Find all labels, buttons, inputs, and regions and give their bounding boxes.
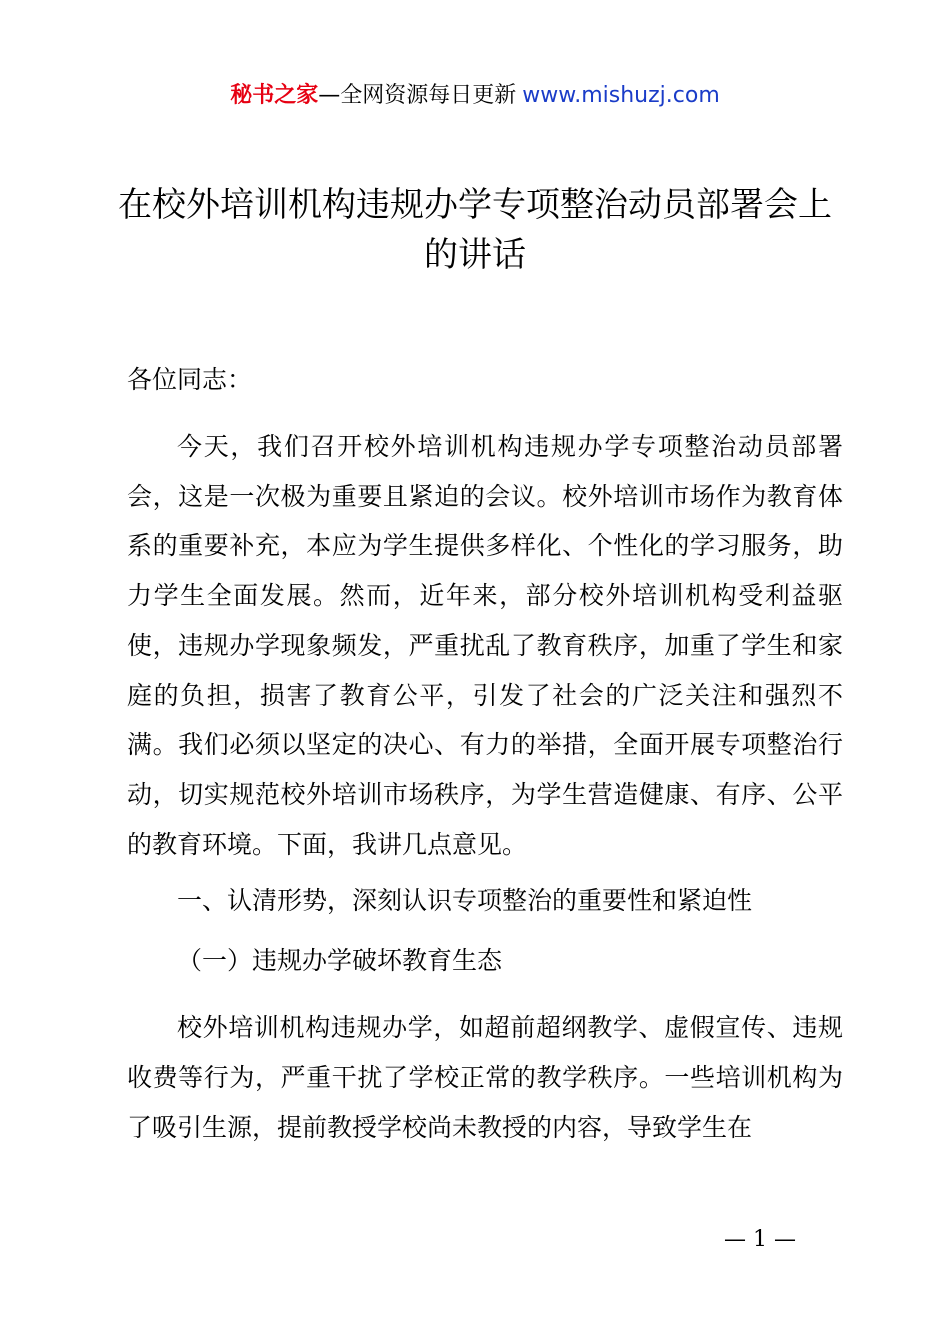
body-paragraph: 校外培训机构违规办学，如超前超纲教学、虚假宣传、违规收费等行为，严重干扰了学校正常的教学秩序。一些培训机构为了吸引生源，提前教授学校尚未教授的内容，导致学生在 [127, 1013, 843, 1142]
subsection-heading: （一）违规办学破坏教育生态 [177, 946, 503, 976]
site-banner [0, 80, 950, 112]
salutation: 各位同志： [127, 365, 253, 394]
page-number: — 1 — [724, 1227, 796, 1252]
document-body [127, 360, 843, 1152]
banner-tagline: —全网资源每日更新 [318, 83, 517, 108]
section-heading: 一、认清形势，深刻认识专项整治的重要性和紧迫性 [177, 886, 753, 916]
brand-name: 秘书之家 [230, 83, 319, 108]
site-url-link[interactable]: www.mishuzj.com [522, 83, 720, 108]
document-title: 在校外培训机构违规办学专项整治动员部署会上的讲话 [118, 185, 832, 275]
body-paragraph: 今天，我们召开校外培训机构违规办学专项整治动员部署会，这是一次极为重要且紧迫的会议。校外培训市场作为教育体系的重要补充，本应为学生提供多样化、个性化的学习服务，助力学生全面发展。然而，近年来，部分校外培训机构受利益驱使，违规办学现象频发，严重扰乱了教育秩序，加重了学生和家庭的负担，损害了教育公平，引发了社会的广泛关注和强烈不满。我们必须以坚定的决心、有力的举措，全面开展专项整治行动，切实规范校外培训市场秩序，为学生营造健康、有序、公平的教育环境。下面，我讲几点意见。 [127, 432, 843, 859]
